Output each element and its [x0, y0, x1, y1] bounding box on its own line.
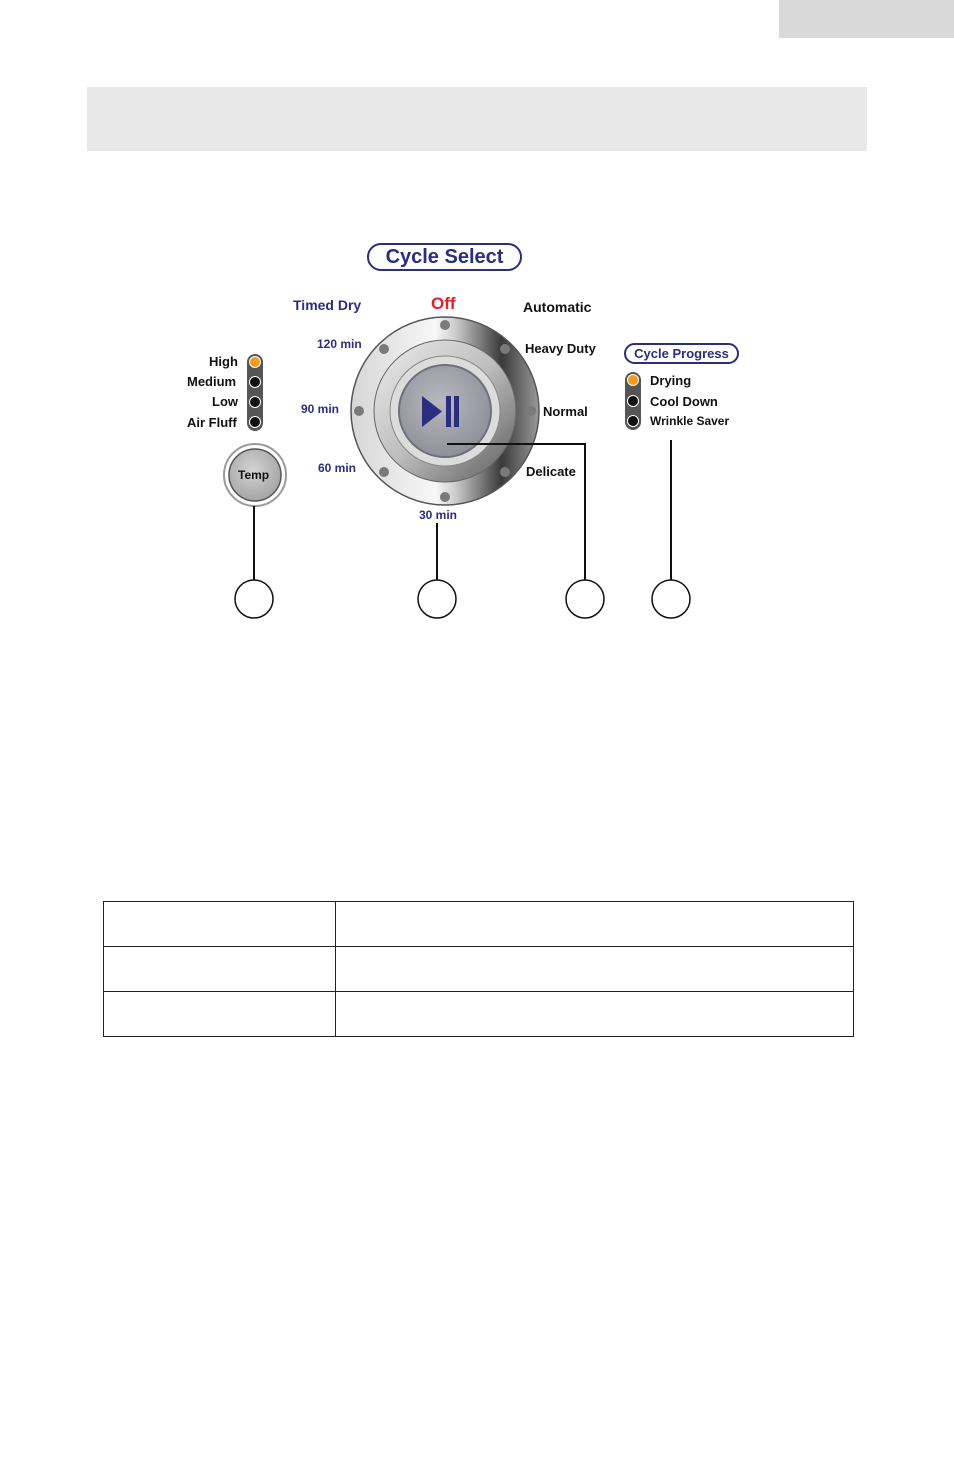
dial-dot-60-min	[379, 467, 389, 477]
progress-led-wrinkle-saver	[628, 416, 639, 427]
table-row	[104, 992, 854, 1037]
temp-led-medium	[250, 377, 261, 388]
auto-option-heavy-duty: Heavy Duty	[525, 341, 596, 356]
table-cell	[104, 992, 336, 1037]
temp-led-low	[250, 397, 261, 408]
temp-button-label: Temp	[238, 468, 270, 482]
table-row	[104, 947, 854, 992]
temp-led-high	[250, 357, 261, 368]
callout-circle-2	[418, 580, 456, 618]
timed-option-90: 90 min	[301, 402, 340, 416]
automatic-label: Automatic	[523, 299, 592, 315]
callout-circle-3	[566, 580, 604, 618]
cycle-select-title: Cycle Select	[367, 243, 522, 271]
table-cell	[104, 947, 336, 992]
timed-dry-label: Timed Dry	[293, 297, 362, 313]
dial-dot-90-min	[354, 406, 364, 416]
table-cell	[104, 902, 336, 947]
callout-circle-4	[652, 580, 690, 618]
callout-circle-1	[235, 580, 273, 618]
auto-option-normal: Normal	[543, 404, 588, 419]
progress-option-drying: Drying	[650, 373, 692, 388]
timed-option-30: 30 min	[419, 508, 458, 522]
dial-dot-delicate	[500, 467, 510, 477]
progress-option-cool-down: Cool Down	[650, 394, 718, 409]
temp-option-medium: Medium	[187, 374, 237, 389]
progress-led-cool-down	[628, 396, 639, 407]
timed-option-120: 120 min	[317, 337, 362, 351]
table-cell	[336, 902, 854, 947]
progress-led-drying	[628, 375, 639, 386]
dryer-control-panel-diagram	[0, 0, 954, 700]
progress-option-wrinkle-saver: Wrinkle Saver	[650, 414, 730, 428]
table-cell	[336, 947, 854, 992]
dial-dot-heavy-duty	[500, 344, 510, 354]
timed-option-60: 60 min	[318, 461, 357, 475]
temp-option-low: Low	[212, 394, 238, 409]
control-panel-graphics	[0, 0, 954, 700]
temp-option-high: High	[209, 354, 238, 369]
off-label: Off	[431, 294, 456, 313]
table-row	[104, 902, 854, 947]
callout-circles	[235, 580, 690, 618]
temp-option-air-fluff: Air Fluff	[187, 415, 237, 430]
cycle-progress-title: Cycle Progress	[624, 343, 739, 364]
table-cell	[336, 992, 854, 1037]
dial-dot-120-min	[379, 344, 389, 354]
dial-dot-off	[440, 320, 450, 330]
dial-dot-30-min	[440, 492, 450, 502]
temp-led-air-fluff	[250, 417, 261, 428]
feature-table	[103, 901, 854, 1039]
dial-dot-normal	[526, 406, 536, 416]
auto-option-delicate: Delicate	[526, 464, 576, 479]
